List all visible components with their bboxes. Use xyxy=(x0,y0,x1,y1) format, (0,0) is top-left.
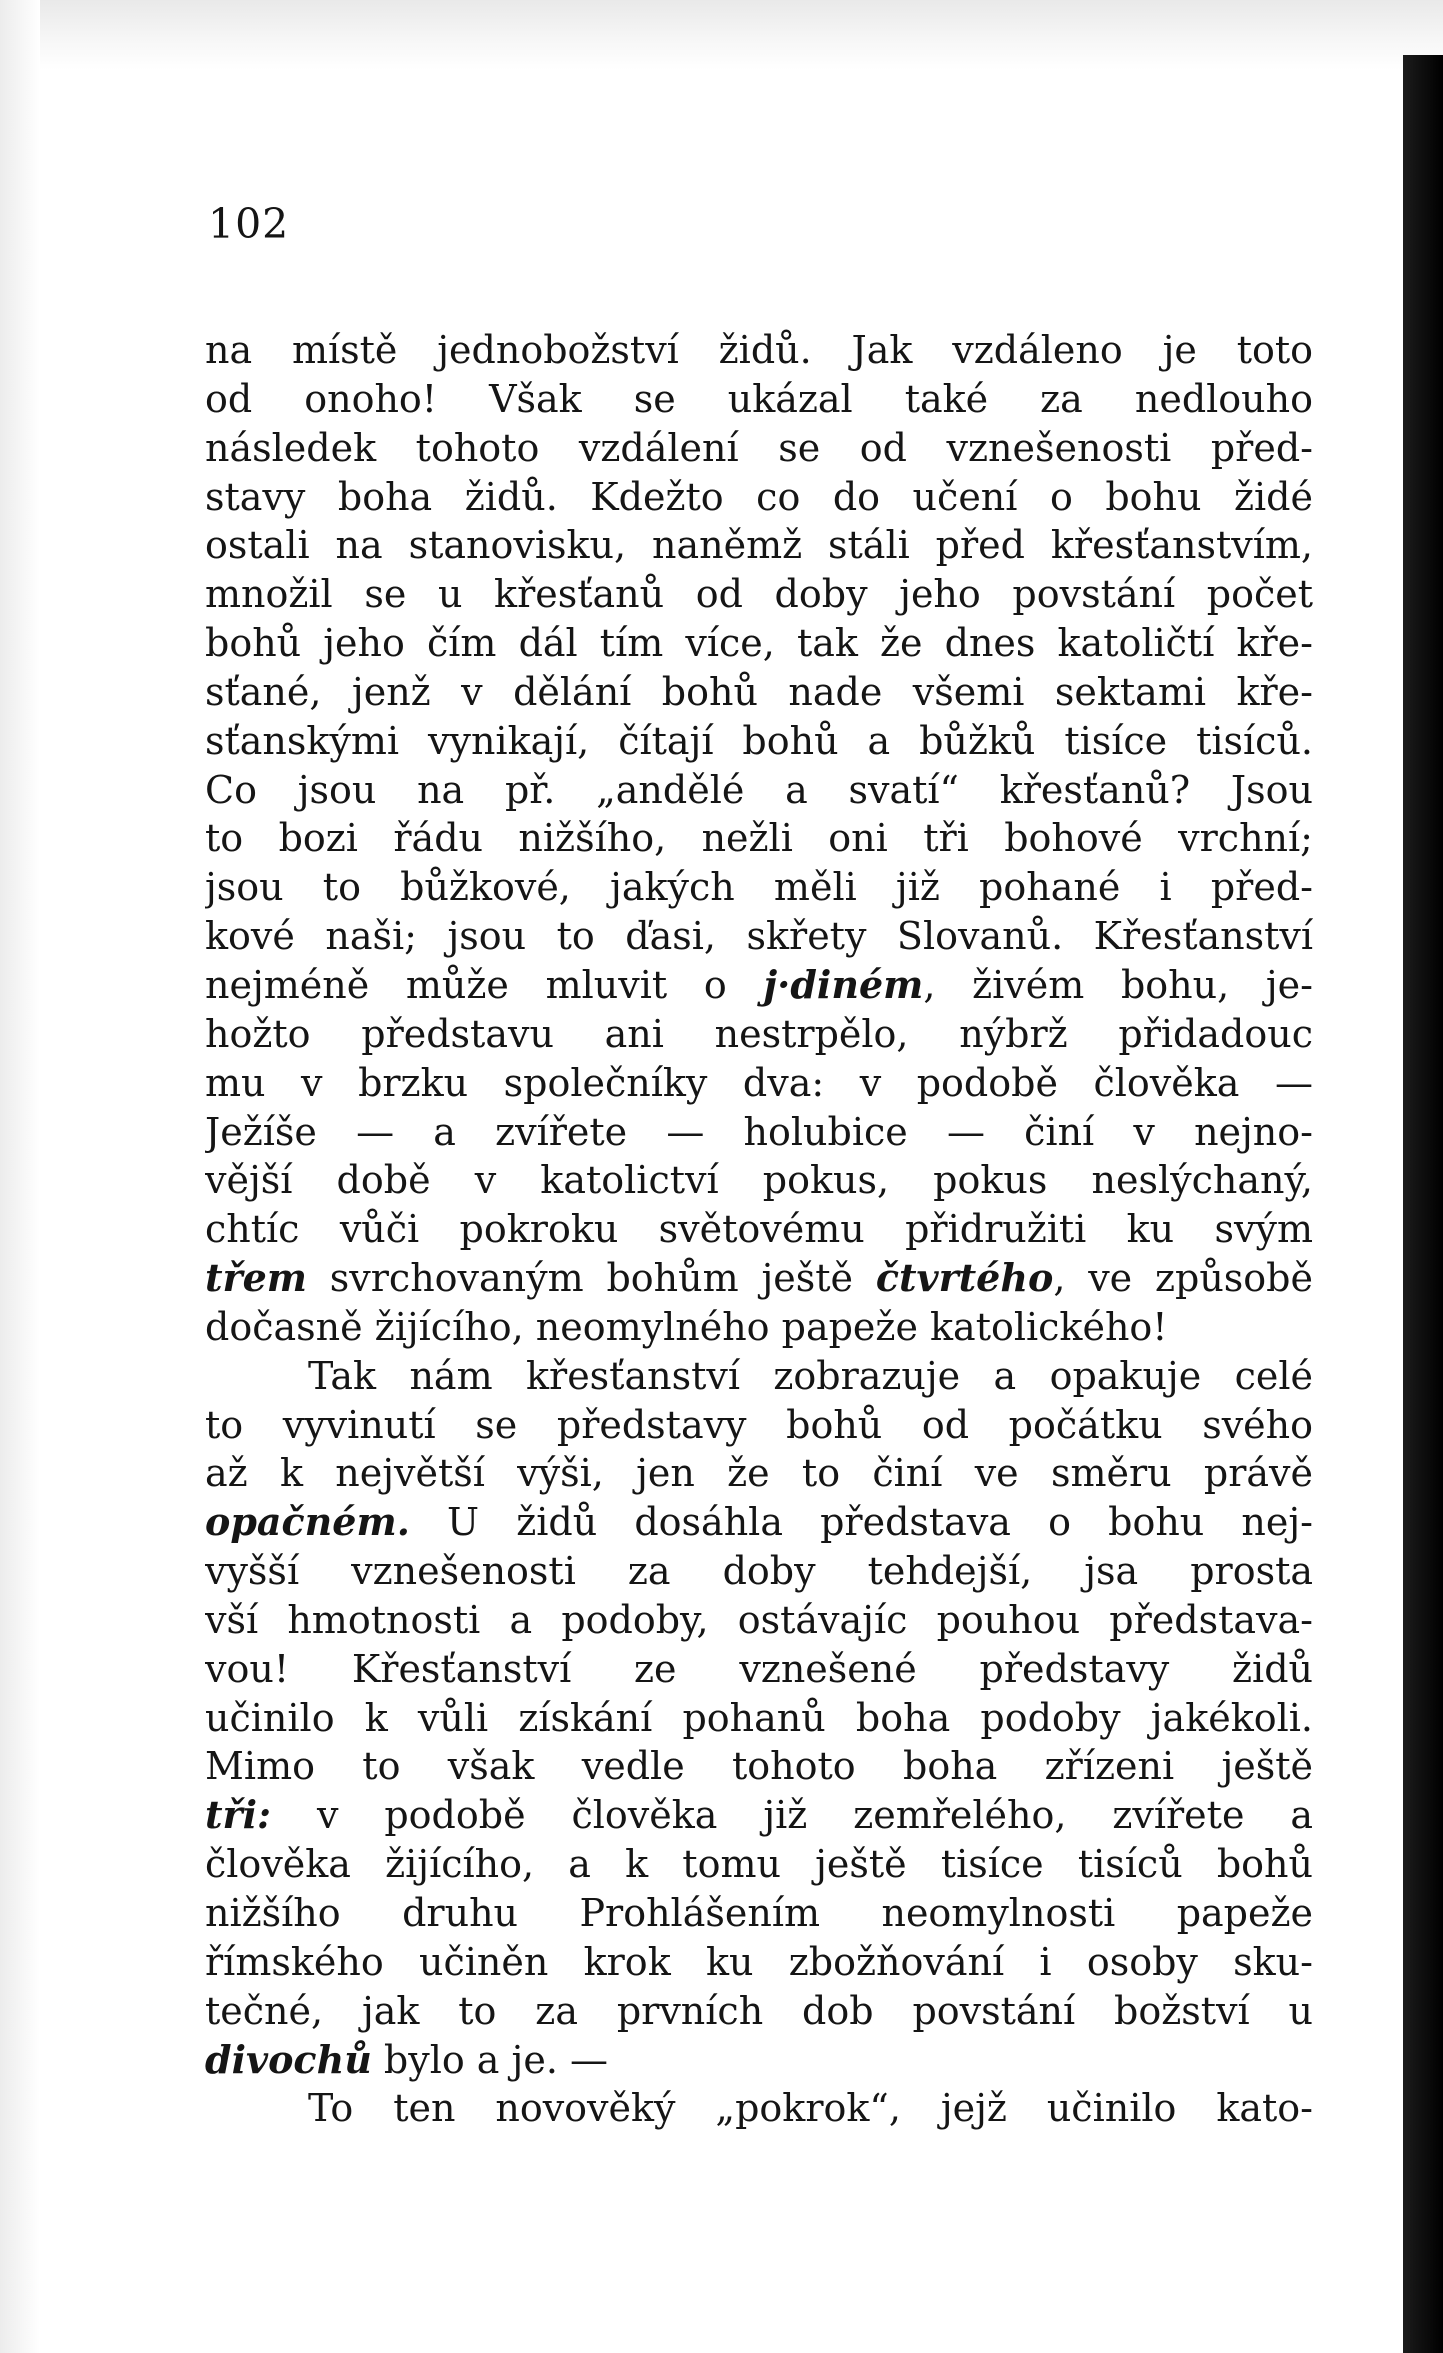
text-segment: tečné, jak to za prvních dob povstání božství u xyxy=(205,1988,1313,2033)
text-line xyxy=(205,1889,1313,1938)
text-line xyxy=(205,1498,1313,1547)
text-line xyxy=(205,1108,1313,1157)
text-segment: římského učiněn krok ku zbožňování i osoby sku- xyxy=(205,1939,1313,1984)
text-segment: stavy boha židů. Kdežto co do učení o bohu židé xyxy=(205,474,1313,519)
text-line xyxy=(205,375,1313,424)
text-segment: chtíc vůči pokroku světovému přidružiti ku svým xyxy=(205,1207,1313,1252)
text-line xyxy=(205,717,1313,766)
emphasized-text: čtvrtého xyxy=(875,1255,1054,1301)
text-segment: ostali na stanovisku, naněmž stáli před křesťanstvím, xyxy=(205,523,1313,568)
emphasized-text: divochů xyxy=(205,2036,372,2082)
text-line xyxy=(205,1742,1313,1791)
text-line xyxy=(205,766,1313,815)
text-segment: , ve způsobě xyxy=(1053,1256,1313,1301)
text-segment: vší hmotnosti a podoby, ostávajíc pouhou představa- xyxy=(205,1597,1313,1642)
text-line xyxy=(205,1059,1313,1108)
text-line xyxy=(205,1205,1313,1254)
text-segment: to vyvinutí se představy bohů od počátku svého xyxy=(205,1402,1313,1447)
text-line xyxy=(205,1449,1313,1498)
scan-shadow-top xyxy=(0,0,1443,70)
text-line xyxy=(205,1156,1313,1205)
text-segment: bohů jeho čím dál tím více, tak že dnes katoličtí kře- xyxy=(205,621,1313,666)
page-edge-shadow xyxy=(1403,55,1443,2353)
text-segment: U židů dosáhla představa o bohu nej- xyxy=(409,1500,1313,1545)
text-line xyxy=(205,1254,1313,1303)
text-line xyxy=(205,521,1313,570)
page-number: 102 xyxy=(208,200,290,248)
text-segment: na místě jednobožství židů. Jak vzdáleno je toto xyxy=(205,328,1313,372)
text-line xyxy=(205,473,1313,522)
text-segment: kové naši; jsou to ďasi, skřety Slovanů. Křesťanství xyxy=(205,914,1313,959)
text-line xyxy=(205,1694,1313,1743)
text-segment: vou! Křesťanství ze vznešené představy židů xyxy=(205,1646,1313,1691)
text-line xyxy=(205,326,1313,375)
text-segment: množil se u křesťanů od doby jeho povstání počet xyxy=(205,572,1313,617)
text-segment: vyšší vznešenosti za doby tehdejší, jsa prosta xyxy=(205,1549,1313,1594)
text-segment: v podobě člověka již zemřelého, zvířete a xyxy=(271,1793,1313,1838)
text-line xyxy=(205,1596,1313,1645)
text-segment: , živém bohu, je- xyxy=(923,962,1313,1007)
text-line xyxy=(205,2084,1313,2133)
text-line xyxy=(205,1791,1313,1840)
text-line xyxy=(205,1303,1313,1352)
text-segment: vější době v katolictví pokus, pokus neslýchaný, xyxy=(205,1158,1313,1203)
text-line xyxy=(205,2036,1313,2085)
text-line xyxy=(205,961,1313,1010)
text-line xyxy=(205,619,1313,668)
text-segment: hožto představu ani nestrpělo, nýbrž přidadouc xyxy=(205,1011,1313,1056)
text-segment: To ten novověký „pokrok“, jejž učinilo kato- xyxy=(308,2086,1313,2131)
text-line xyxy=(205,863,1313,912)
text-segment: následek tohoto vzdálení se od vznešenosti před- xyxy=(205,425,1313,470)
text-segment: jsou to bůžkové, jakých měli již pohané i před- xyxy=(205,865,1313,910)
scan-shadow-left xyxy=(0,0,40,2353)
text-segment: dočasně žijícího, neomylného papeže katolického! xyxy=(205,1304,1168,1349)
text-line xyxy=(205,1352,1313,1401)
text-segment: to bozi řádu nižšího, nežli oni tři bohové vrchní; xyxy=(205,816,1313,861)
text-segment: Tak nám křesťanství zobrazuje a opakuje celé xyxy=(308,1353,1313,1398)
text-segment: od onoho! Však se ukázal také za nedlouho xyxy=(205,376,1313,421)
text-line xyxy=(205,1547,1313,1596)
text-segment: učinilo k vůli získání pohanů boha podoby jakékoli. xyxy=(205,1695,1313,1740)
text-line xyxy=(205,570,1313,619)
text-line xyxy=(205,668,1313,717)
text-segment: Ježíše — a zvířete — holubice — činí v nejno- xyxy=(205,1109,1313,1154)
emphasized-text: třem xyxy=(205,1255,307,1301)
text-segment: nejméně může mluvit o xyxy=(205,962,764,1007)
text-line xyxy=(205,1938,1313,1987)
text-line xyxy=(205,814,1313,863)
text-segment: až k největší výši, jen že to činí ve směru právě xyxy=(205,1451,1313,1496)
emphasized-text: j·diném xyxy=(763,961,924,1007)
text-segment: sťané, jenž v dělání bohů nade všemi sektami kře- xyxy=(205,669,1313,714)
text-line xyxy=(205,1010,1313,1059)
text-segment: Co jsou na př. „andělé a svatí“ křesťanů? Jsou xyxy=(205,767,1313,812)
emphasized-text: opačném. xyxy=(205,1499,410,1545)
body-text xyxy=(205,326,1313,2133)
text-line xyxy=(205,1645,1313,1694)
text-line xyxy=(205,1987,1313,2036)
text-line xyxy=(205,912,1313,961)
text-line xyxy=(205,424,1313,473)
text-segment: bylo a je. — xyxy=(371,2037,608,2082)
text-segment: nižšího druhu Prohlášením neomylnosti papeže xyxy=(205,1891,1313,1935)
text-segment: sťanskými vynikají, čítají bohů a bůžků tisíce tisíců. xyxy=(205,718,1313,763)
text-segment: Mimo to však vedle tohoto boha zřízeni ještě xyxy=(205,1744,1313,1789)
emphasized-text: tři: xyxy=(205,1792,272,1838)
text-segment: člověka žijícího, a k tomu ještě tisíce tisíců bohů xyxy=(205,1842,1313,1887)
text-line xyxy=(205,1840,1313,1889)
text-segment: svrchovaným bohům ještě xyxy=(306,1256,876,1301)
text-line xyxy=(205,1401,1313,1450)
text-segment: mu v brzku společníky dva: v podobě člověka — xyxy=(205,1060,1313,1105)
